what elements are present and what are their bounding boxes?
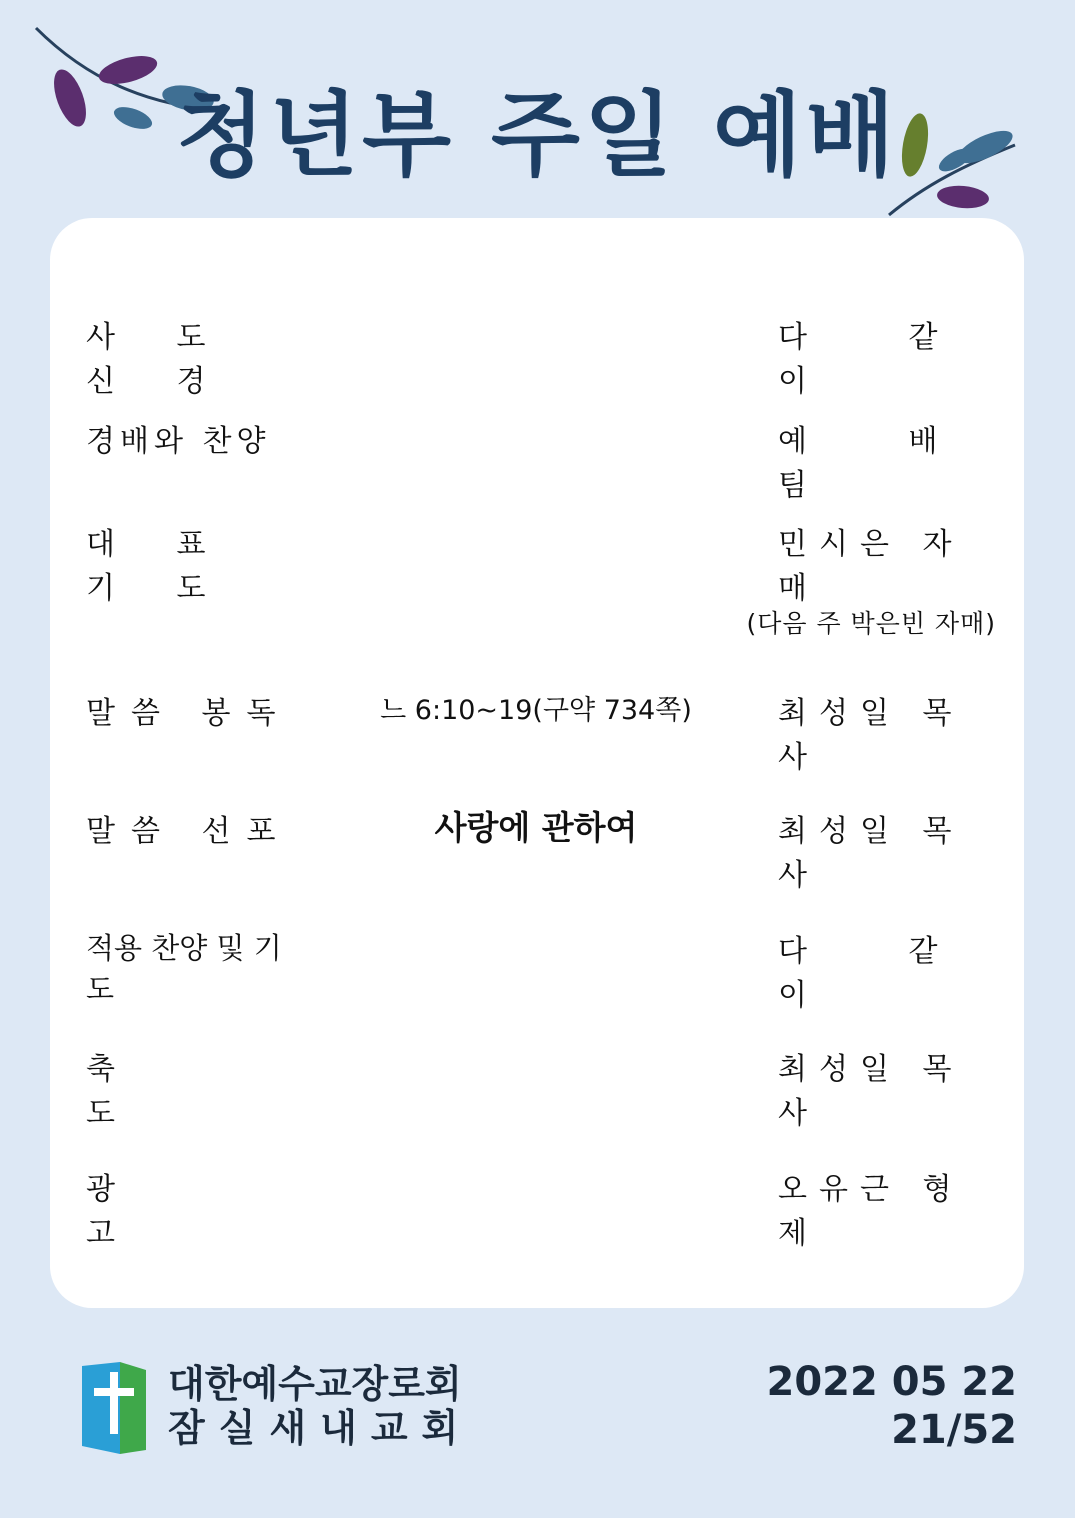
item-leader: 오유근 형제 bbox=[778, 1172, 964, 1251]
week-number: 21/52 bbox=[891, 1407, 1017, 1453]
item-role: 사 도 신 경 bbox=[86, 320, 232, 399]
list-item bbox=[50, 604, 1024, 654]
list-item bbox=[50, 926, 1024, 1013]
cross-logo-icon bbox=[80, 1362, 148, 1454]
item-role: 경배와 찬양 bbox=[86, 424, 271, 459]
list-item bbox=[50, 688, 1024, 775]
next-week-note: (다음 주 박은빈 자매) bbox=[746, 609, 996, 638]
order-of-worship-card bbox=[50, 218, 1024, 1308]
item-leader: 최성일 목사 bbox=[778, 814, 964, 893]
item-role: 말씀 봉독 bbox=[86, 696, 292, 731]
item-role: 적용 찬양 및 기도 bbox=[86, 931, 282, 1006]
item-role: 대 표 기 도 bbox=[86, 527, 232, 606]
list-item bbox=[50, 312, 1024, 399]
item-leader: 민시은 자매 bbox=[778, 527, 964, 606]
sermon-title: 사랑에 관하여 bbox=[434, 808, 638, 847]
item-role: 말씀 선포 bbox=[86, 814, 292, 849]
church-local-name: 잠실새내교회 bbox=[168, 1406, 473, 1450]
list-item bbox=[50, 1044, 1024, 1131]
item-leader: 다 같 이 bbox=[778, 320, 984, 399]
service-date: 2022 05 22 bbox=[766, 1359, 1017, 1405]
list-item bbox=[50, 416, 1024, 503]
list-item bbox=[50, 806, 1024, 893]
church-name bbox=[168, 1362, 472, 1450]
item-leader: 예 배 팀 bbox=[778, 424, 984, 503]
list-item bbox=[50, 519, 1024, 606]
item-leader: 다 같 이 bbox=[778, 934, 984, 1013]
date-block bbox=[766, 1358, 1017, 1454]
item-role: 광 고 bbox=[86, 1172, 247, 1251]
item-leader: 최성일 목사 bbox=[778, 696, 964, 775]
page-title: 청년부 주일 예배 bbox=[176, 82, 899, 189]
item-role: 축 도 bbox=[86, 1052, 247, 1131]
list-item bbox=[50, 1164, 1024, 1251]
scripture-reference: 느 6:10~19(구약 734쪽) bbox=[380, 695, 692, 726]
item-leader: 최성일 목사 bbox=[778, 1052, 964, 1131]
church-denomination: 대한예수교장로회 bbox=[168, 1362, 462, 1406]
